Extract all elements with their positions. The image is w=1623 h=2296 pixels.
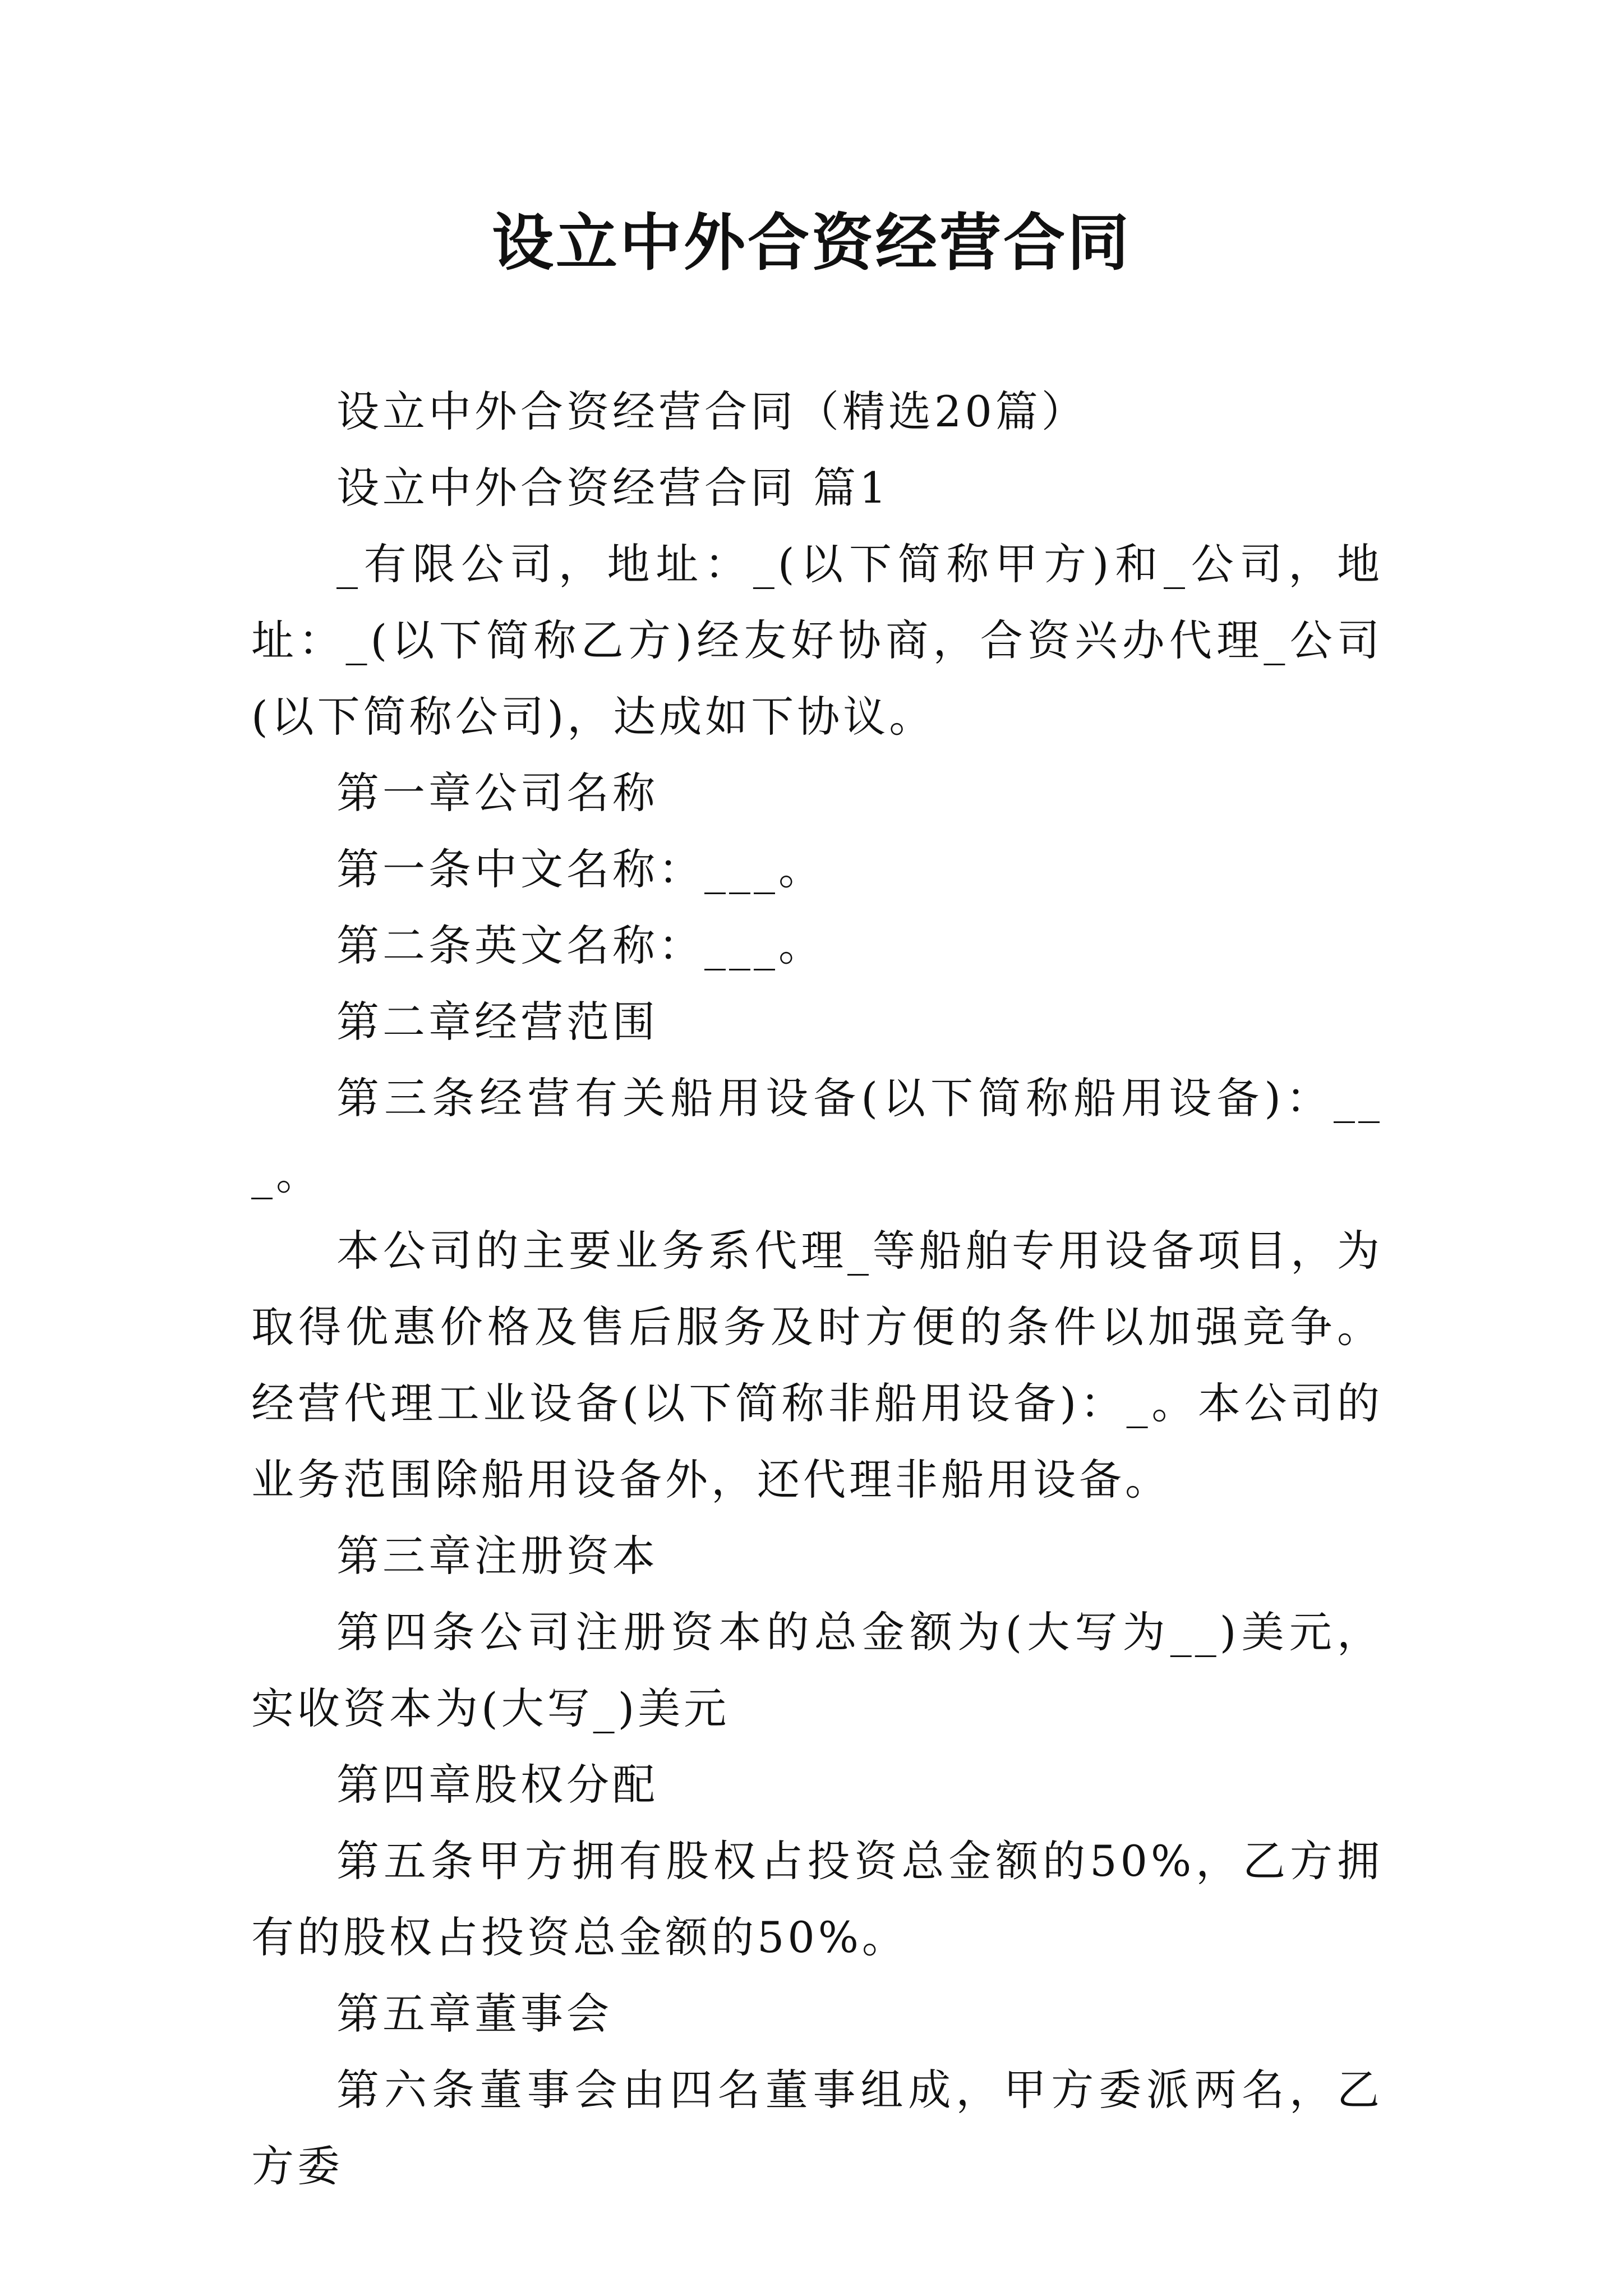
paragraph-section-heading: 设立中外合资经营合同 篇1	[336, 463, 890, 513]
article-paragraph: 第五条甲方拥有股权占投资总金额的50%，乙方拥有的股权占投资总金额的50%。	[251, 1836, 1383, 1962]
article-paragraph: 第四条公司注册资本的总金额为(大写为__)美元，实收资本为(大写_)美元	[251, 1607, 1383, 1733]
chapter-heading: 第一章公司名称	[336, 768, 658, 818]
article-paragraph: 第三条经营有关船用设备(以下简称船用设备)：___。	[251, 1073, 1383, 1199]
chapter-heading: 第四章股权分配	[336, 1760, 658, 1810]
document-title: 设立中外合资经营合同	[492, 206, 1131, 279]
article-paragraph: 第六条董事会由四名董事组成，甲方委派两名，乙方委	[251, 2065, 1383, 2191]
article-paragraph: 第一条中文名称：___。	[336, 844, 824, 894]
body-paragraph: 本公司的主要业务系代理_等船舶专用设备项目，为取得优惠价格及售后服务及时方便的条件以加强竞争。经营代理工业设备(以下简称非船用设备)：_。本公司的业务范围除船用设备外，还代理非船用设备。	[251, 1226, 1383, 1504]
chapter-heading: 第五章董事会	[336, 1989, 612, 2039]
article-paragraph: 第二条英文名称：___。	[336, 921, 824, 970]
paragraph-subtitle: 设立中外合资经营合同（精选20篇）	[336, 386, 1087, 436]
document-body	[251, 374, 1383, 2205]
chapter-heading: 第三章注册资本	[336, 1531, 658, 1581]
chapter-heading: 第二章经营范围	[336, 997, 658, 1047]
paragraph-preamble: _有限公司，地址：_(以下简称甲方)和_公司，地址：_(以下简称乙方)经友好协商，合资兴办代理_公司(以下简称公司)，达成如下协议。	[251, 539, 1383, 742]
